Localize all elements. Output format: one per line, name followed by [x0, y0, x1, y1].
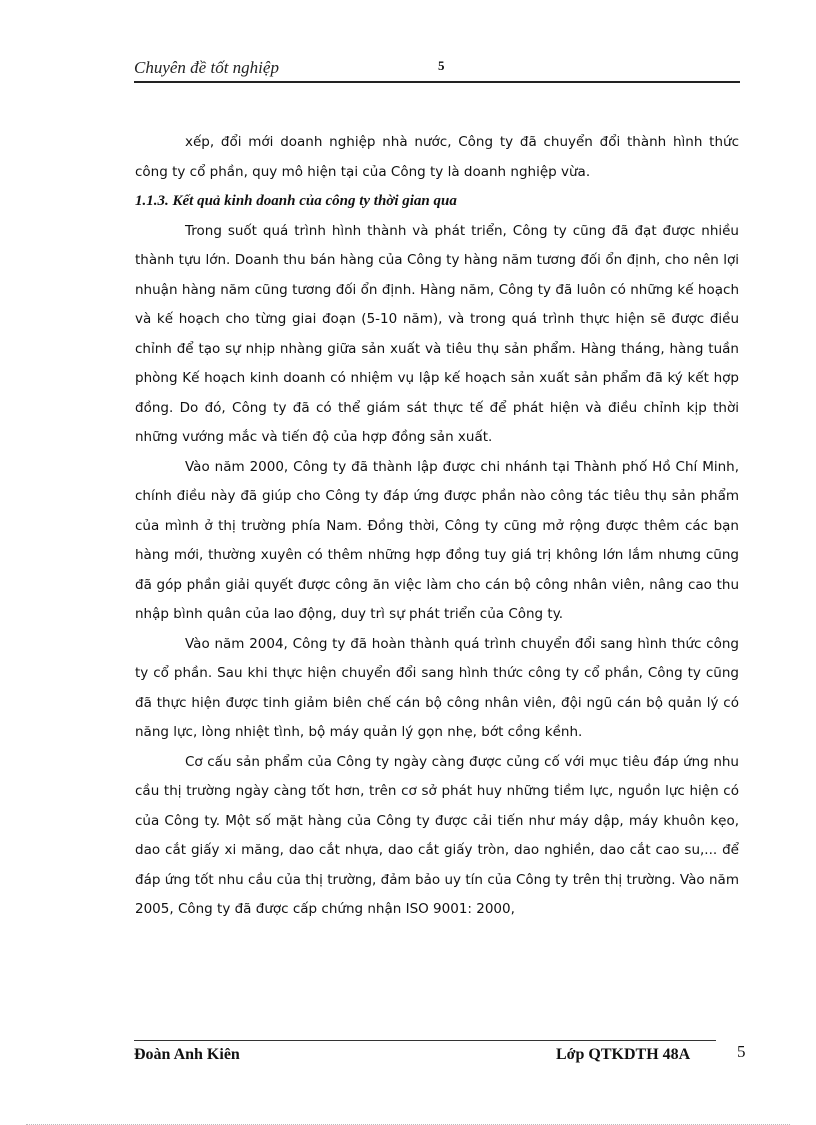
section-heading: 1.1.3. Kết quả kinh doanh của công ty thời gian qua [135, 193, 457, 209]
paragraph-conversion-2004: Vào năm 2004, Công ty đã hoàn thành quá trình chuyển đổi sang hình thức công ty cổ phần. Sau khi thực hiện chuyển đổi sang hình thức công ty cổ phần, Công ty cũng đã thực hiện được tinh giảm biên chế cán bộ công nhân viên, đội ngũ cán bộ quản lý có năng lực, lòng nhiệt tình, bộ máy quản lý gọn nhẹ, bớt cồng kềnh. [135, 635, 739, 740]
header-page-number: 5 [438, 58, 445, 73]
footer-page-number: 5 [737, 1042, 746, 1061]
paragraph-branch-2000: Vào năm 2000, Công ty đã thành lập được chi nhánh tại Thành phố Hồ Chí Minh, chính điều này đã giúp cho Công ty đáp ứng được phần nào công tác tiêu thụ sản phẩm của mình ở thị trường phía Nam. Đồng thời, Công ty cũng mở rộng được thêm các bạn hàng mới, thường xuyên có thêm những hợp đồng tuy giá trị không lớn lắm nhưng cũng đã góp phần giải quyết được công ăn việc làm cho cán bộ công nhân viên, nâng cao thu nhập bình quân của lao động, duy trì sự phát triển của Công ty. [135, 458, 739, 622]
header-divider [134, 81, 740, 83]
paragraph-results: Trong suốt quá trình hình thành và phát triển, Công ty cũng đã đạt được nhiều thành tựu lớn. Doanh thu bán hàng của Công ty hàng năm tương đối ổn định, cho nên lợi nhuận hàng năm cũng tương đối ổn định. Hàng năm, Công ty đã luôn có những kế hoạch và kế hoạch cho từng giai đoạn (5-10 năm), và trong quá trình thực hiện sẽ được điều chỉnh để tạo sự nhịp nhàng giữa sản xuất và tiêu thụ sản phẩm. Hàng tháng, hàng tuần phòng Kế hoạch kinh doanh có nhiệm vụ lập kế hoạch sản xuất sản phẩm đã ký kết hợp đồng. Do đó, Công ty đã có thể giám sát thực tế để phát hiện và điều chỉnh kịp thời những vướng mắc và tiến độ của hợp đồng sản xuất. [135, 222, 739, 445]
footer-author: Đoàn Anh Kiên [134, 1046, 240, 1063]
paragraph-product-structure: Cơ cấu sản phẩm của Công ty ngày càng được củng cố với mục tiêu đáp ứng nhu cầu thị trường ngày càng tốt hơn, trên cơ sở phát huy những tiềm lực, nguồn lực hiện có của Công ty. Một số mặt hàng của Công ty được cải tiến như máy dập, máy khuôn kẹo, dao cắt giấy xi măng, dao cắt nhựa, dao cắt giấy tròn, dao nghiền, dao cắt cao su,... để đáp ứng tốt nhu cầu của thị trường, đảm bảo uy tín của Công ty trên thị trường. Vào năm 2005, Công ty đã được cấp chứng nhận ISO 9001: 2000, [135, 753, 739, 917]
footer-divider [134, 1040, 716, 1041]
page-header [134, 56, 740, 84]
document-body [135, 128, 739, 925]
header-title: Chuyên đề tốt nghiệp [134, 58, 279, 77]
footer-class: Lớp QTKDTH 48A [556, 1046, 691, 1063]
paragraph-continued: xếp, đổi mới doanh nghiệp nhà nước, Công ty đã chuyển đổi thành hình thức công ty cổ phần, quy mô hiện tại của Công ty là doanh nghiệp vừa. [135, 134, 739, 180]
page-footer [134, 1040, 754, 1080]
